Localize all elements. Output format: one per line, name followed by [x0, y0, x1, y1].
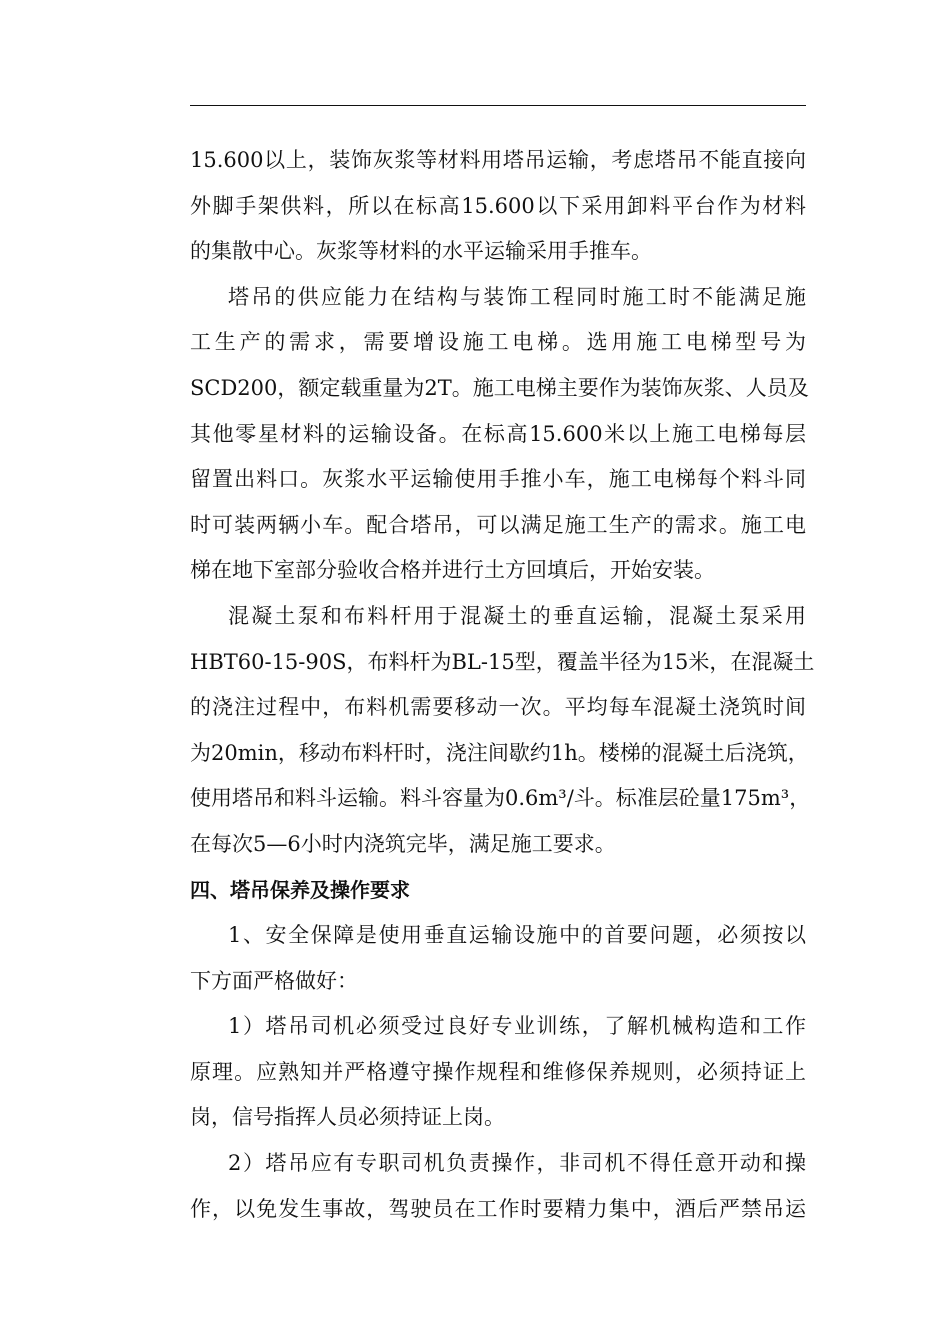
text-line: 15.600以上，装饰灰浆等材料用塔吊运输，考虑塔吊不能直接向	[190, 148, 806, 172]
text-line: HBT60-15-90S，布料杆为BL-15型，覆盖半径为15米，在混凝土	[190, 649, 815, 674]
paragraph	[190, 1141, 806, 1232]
paragraph	[190, 275, 809, 594]
text-line: 在每次5—6小时内浇筑完毕，满足施工要求。	[190, 831, 616, 856]
text-line: 外脚手架供料，所以在标高15.600以下采用卸料平台作为材料	[190, 193, 806, 218]
paragraph	[190, 1004, 806, 1141]
text-line: 工生产的需求，需要增设施工电梯。选用施工电梯型号为	[190, 330, 806, 355]
text-line: 岗，信号指挥人员必须持证上岗。	[190, 1105, 505, 1130]
text-line: 梯在地下室部分验收合格并进行土方回填后，开始安装。	[190, 558, 715, 583]
text-line: 下方面严格做好：	[190, 968, 358, 993]
text-line: 1）塔吊司机必须受过良好专业训练，了解机械构造和工作	[228, 1014, 806, 1039]
text-line: 塔吊的供应能力在结构与装饰工程同时施工时不能满足施	[228, 284, 806, 309]
text-line: 使用塔吊和料斗运输。料斗容量为0.6m³/斗。标准层砼量175m³，	[190, 786, 811, 811]
header-rule	[190, 105, 806, 106]
paragraph	[190, 913, 806, 1004]
heading-line: 四、塔吊保养及操作要求	[190, 877, 410, 902]
text-line: 1、安全保障是使用垂直运输设施中的首要问题，必须按以	[228, 923, 806, 948]
text-line: 作，以免发生事故，驾驶员在工作时要精力集中，酒后严禁吊运	[190, 1196, 806, 1221]
text-line: 为20min，移动布料杆时，浇注间歇约1h。楼梯的混凝土后浇筑，	[190, 740, 809, 765]
paragraph	[190, 594, 815, 868]
text-line: 原理。应熟知并严格遵守操作规程和维修保养规则，必须持证上	[190, 1059, 806, 1084]
section-heading	[190, 868, 806, 914]
document-body	[190, 138, 815, 1232]
text-line: 2）塔吊应有专职司机负责操作，非司机不得任意开动和操	[228, 1151, 806, 1176]
text-line: 时可装两辆小车。配合塔吊，可以满足施工生产的需求。施工电	[190, 512, 806, 537]
text-line: 留置出料口。灰浆水平运输使用手推小车，施工电梯每个料斗同	[190, 467, 806, 492]
text-line: 的浇注过程中，布料机需要移动一次。平均每车混凝土浇筑时间	[190, 695, 806, 720]
text-line: 其他零星材料的运输设备。在标高15.600米以上施工电梯每层	[190, 421, 806, 446]
text-line: 混凝土泵和布料杆用于混凝土的垂直运输，混凝土泵采用	[228, 603, 806, 628]
paragraph	[190, 138, 806, 275]
text-line: SCD200，额定载重量为2T。施工电梯主要作为装饰灰浆、人员及	[190, 375, 809, 400]
text-line: 的集散中心。灰浆等材料的水平运输采用手推车。	[190, 239, 652, 264]
